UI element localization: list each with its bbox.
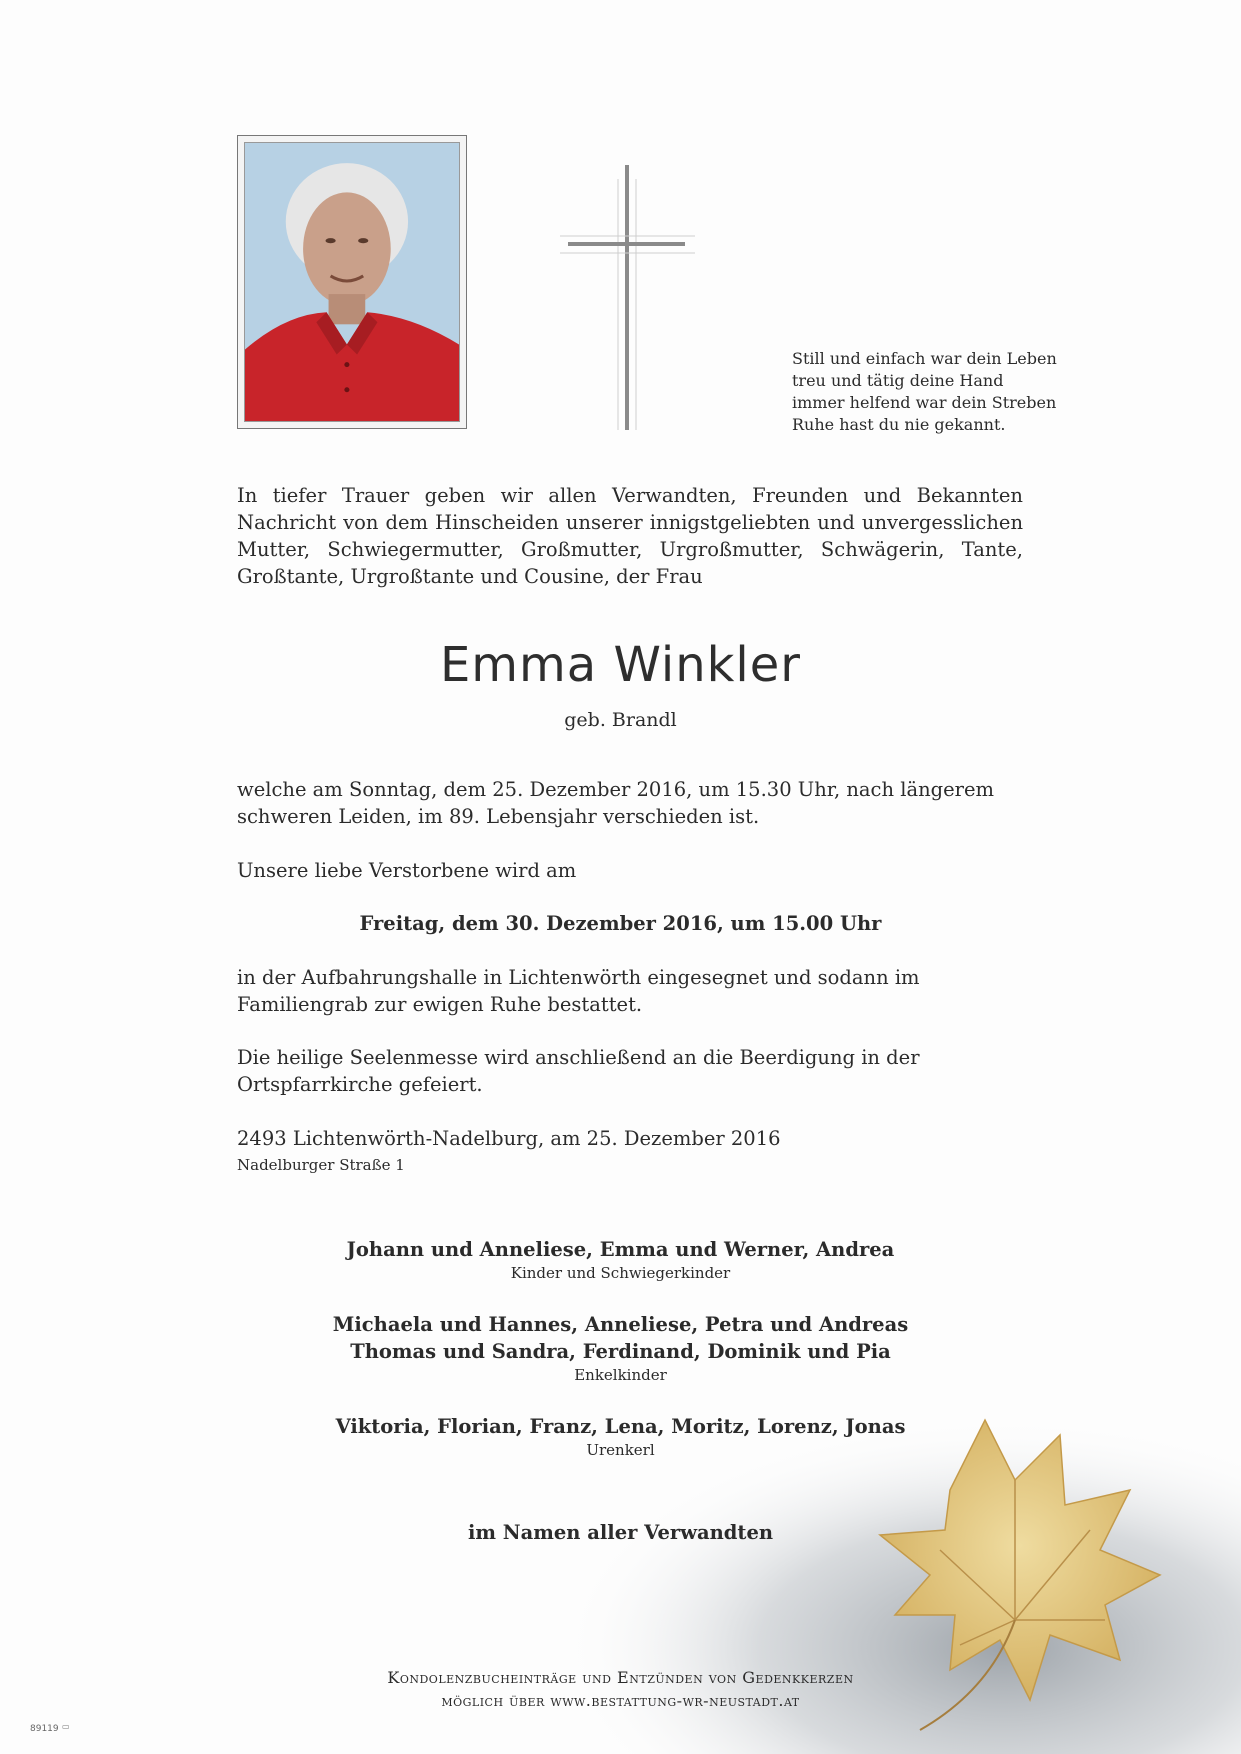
cross-icon xyxy=(560,165,695,430)
deceased-name: Emma Winkler xyxy=(439,637,802,693)
intro-paragraph: In tiefer Trauer geben wir allen Verwandten, Freunden und Bekannten Nachricht von dem Hinscheiden unserer innigstgeliebten und unvergesslichen Mutter, Schwiegermutter, Großmutter, Urgroßmutter, Schwägerin, Tante, Großtante, Urgroßtante und Cousine, der Frau xyxy=(237,484,1023,588)
footer-line: Kondolenzbucheinträge und Entzünden von Gedenkkerzen xyxy=(387,1668,854,1687)
funeral-intro: Unsere liebe Verstorbene wird am xyxy=(237,859,577,882)
mass-notice: Die heilige Seelenmesse wird anschließend an die Beerdigung in der Ortspfarrkirche gefeiert. xyxy=(237,1046,920,1096)
mourner-names: Viktoria, Florian, Franz, Lena, Moritz, Lorenz, Jonas xyxy=(335,1415,906,1438)
poem-line: treu und tätig deine Hand xyxy=(792,371,1004,390)
death-notice: welche am Sonntag, dem 25. Dezember 2016, um 15.30 Uhr, nach längerem schweren Leiden, im 89. Lebensjahr verschieden ist. xyxy=(237,778,995,828)
mourner-role: Urenkerl xyxy=(586,1441,655,1459)
poem-line: Ruhe hast du nie gekannt. xyxy=(792,415,1006,434)
printer-logo-icon: ▭ xyxy=(62,1722,70,1731)
portrait-photo xyxy=(244,142,460,422)
footer-notice xyxy=(0,1666,1241,1712)
poem-line: immer helfend war dein Streben xyxy=(792,393,1057,412)
mourner-role: Enkelkinder xyxy=(574,1366,667,1384)
mourner-names: Thomas und Sandra, Ferdinand, Dominik und Pia xyxy=(350,1340,891,1363)
poem xyxy=(792,348,1072,436)
mourner-names: Michaela und Hannes, Anneliese, Petra und Andreas xyxy=(332,1313,909,1336)
funeral-place: in der Aufbahrungshalle in Lichtenwörth eingesegnet und sodann im Familiengrab zur ewigen Ruhe bestattet. xyxy=(237,966,920,1016)
closing-line: im Namen aller Verwandten xyxy=(467,1521,774,1544)
mourner-role: Kinder und Schwiegerkinder xyxy=(510,1264,731,1282)
poem-line: Still und einfach war dein Leben xyxy=(792,349,1057,368)
footer-line: möglich über www.bestattung-wr-neustadt.at xyxy=(441,1691,800,1710)
mourner-group xyxy=(0,1311,1241,1385)
birth-name: geb. Brandl xyxy=(564,709,677,731)
mourners xyxy=(0,1236,1241,1488)
mourner-group xyxy=(0,1236,1241,1283)
mourner-names: Johann und Anneliese, Emma und Werner, Andrea xyxy=(346,1238,895,1261)
portrait-frame xyxy=(237,135,467,429)
funeral-date: Freitag, dem 30. Dezember 2016, um 15.00 Uhr xyxy=(359,912,882,935)
mourner-group xyxy=(0,1413,1241,1460)
print-code: 89119 xyxy=(30,1724,59,1734)
address: Nadelburger Straße 1 xyxy=(237,1156,405,1174)
place-date: 2493 Lichtenwörth-Nadelburg, am 25. Dezember 2016 xyxy=(237,1127,781,1150)
